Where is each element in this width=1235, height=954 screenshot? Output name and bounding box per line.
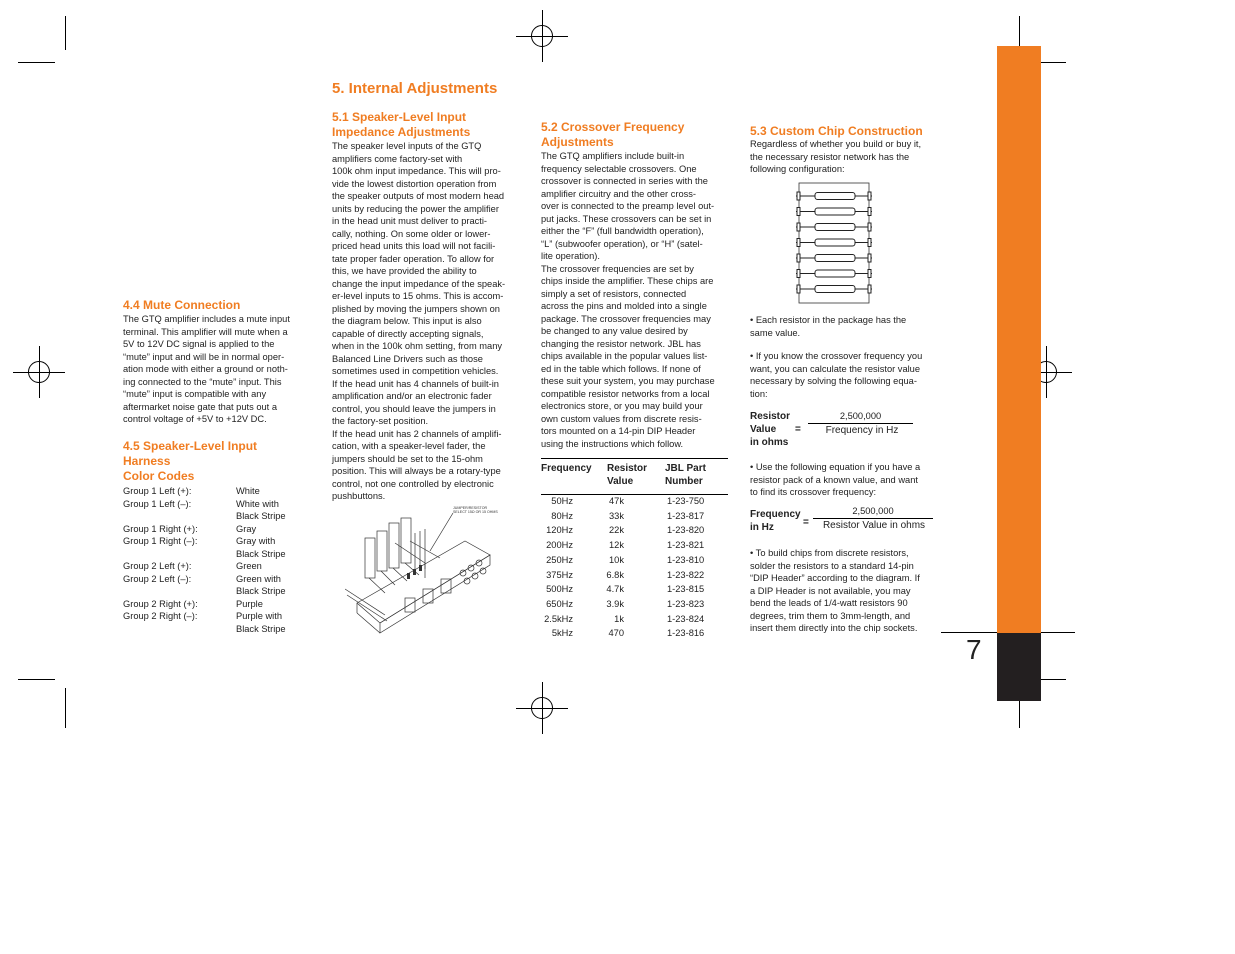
- part-number-column-header: JBL Part Number: [665, 462, 728, 495]
- page-title: 5. Internal Adjustments: [332, 80, 498, 97]
- table-row: [541, 597, 704, 612]
- resistor-cell: 3.9k: [606, 598, 624, 609]
- frequency-cell: 5kHz: [551, 628, 573, 639]
- color-code-value: White with Black Stripe: [236, 498, 286, 521]
- frequency-column-header: Frequency: [541, 462, 607, 495]
- dip-pin: [868, 254, 871, 262]
- color-code-row: [123, 535, 313, 560]
- color-code-row: [123, 523, 313, 536]
- crop-mark: [65, 688, 66, 728]
- frequency-cell: 120Hz: [546, 525, 573, 536]
- table-row: [541, 553, 704, 568]
- dip-pin: [868, 285, 871, 293]
- color-code-label: Group 1 Left (–):: [123, 498, 192, 509]
- dip-pin: [868, 270, 871, 278]
- color-code-row: [123, 598, 313, 611]
- dip-pin: [797, 208, 800, 216]
- custom-chip-heading: 5.3 Custom Chip Construction: [750, 124, 923, 138]
- harness-color-codes-list: [123, 485, 313, 635]
- jumper-diagram-label: JUMPER/RESISTOR SELECT 15Ω OR 15 OHMS: [453, 506, 498, 514]
- equation-denominator: Frequency in Hz: [825, 425, 899, 436]
- same-value-note: • Each resistor in the package has the same value.: [750, 315, 907, 338]
- amplifier-jumper-diagram: [345, 503, 495, 638]
- impedance-adjustments-heading: 5.1 Speaker-Level Input Impedance Adjustments: [332, 110, 471, 139]
- resistor-cell: 1k: [614, 613, 624, 624]
- frequency-cell: 650Hz: [546, 598, 573, 609]
- color-code-label: Group 1 Right (+):: [123, 523, 198, 534]
- color-code-value: Green with Black Stripe: [236, 573, 286, 596]
- mute-connection-heading: 4.4 Mute Connection: [123, 298, 241, 312]
- harness-color-codes-heading: 4.5 Speaker-Level Input Harness Color Codes: [123, 439, 258, 483]
- resistor-body: [815, 208, 855, 215]
- resistor-body: [815, 239, 855, 246]
- dip-pin: [868, 192, 871, 200]
- registration-mark: [28, 361, 50, 383]
- color-code-value: Green: [236, 561, 262, 571]
- equation-denominator: Resistor Value in ohms: [822, 520, 926, 531]
- color-code-label: Group 2 Right (+):: [123, 598, 198, 609]
- resistor-body: [815, 286, 855, 293]
- resistor-value-label: Resistor Value in ohms: [750, 411, 791, 448]
- color-code-value: Purple with Black Stripe: [236, 611, 286, 634]
- table-row: [541, 494, 704, 509]
- crop-mark: [18, 62, 55, 63]
- impedance-adjustments-text: The speaker level inputs of the GTQ amplifiers come factory-set with 100k ohm input impedance. This will pro- vide the lowest distortion operation from the speaker outputs of most modern head units by reducing the power the amplifier in the head unit must deliver to practi- cally, nothing. On some older or lower- priced head units this load will not facili- tate proper fader operation. To allow for this, we have provided the ability to change the input impedance of the speak- er-level inputs to 15 ohms. This is accom- plished by moving the jumpers shown on the diagram below. This input is also capable of directly accepting signals, when in the 100k ohm setting, from many Balanced Line Drivers such as those sometimes used in competition vehicles. If the head unit has 4 channels of built-in amplification and/or an electronic fader control, you should leave the jumpers in the factory-set position. If the head unit has 2 channels of amplifi- cation, with a speaker-level fader, the jumpers should be set to the 15-ohm position. This will always be a rotary-type control, not one controlled by electronic pushbuttons.: [332, 141, 506, 501]
- resistor-cell: 6.8k: [606, 569, 624, 580]
- frequency-cell: 2.5kHz: [544, 613, 573, 624]
- frequency-label: Frequency in Hz: [750, 509, 801, 533]
- dip-pin: [797, 254, 800, 262]
- table-top-rule: [541, 458, 728, 459]
- part-number-cell: 1-23-821: [667, 540, 705, 551]
- mute-connection-text: The GTQ amplifier includes a mute input terminal. This amplifier will mute when a 5V to 12V DC signal is applied to the “mute” input and will be in normal oper- ation mode with either a ground or noth- ing connected to the “mute” input. This “mute” input is compatible with any aftermarket noise gate that puts out a control voltage of +5V to +12V DC.: [123, 314, 290, 424]
- color-code-label: Group 2 Left (–):: [123, 573, 192, 584]
- equals-sign: =: [803, 517, 809, 528]
- part-number-cell: 1-23-817: [667, 510, 705, 521]
- frequency-cell: 50Hz: [551, 496, 573, 506]
- table-row: [541, 523, 704, 538]
- resistor-cell: 47k: [609, 496, 624, 506]
- table-row: [541, 626, 704, 641]
- registration-mark: [531, 697, 553, 719]
- resistor-cell: 22k: [609, 525, 624, 536]
- table-row: [541, 582, 704, 597]
- color-code-row: [123, 560, 313, 573]
- part-number-cell: 1-23-810: [667, 554, 705, 565]
- crossover-frequency-table: [541, 462, 728, 495]
- resistor-network-diagram: [795, 182, 873, 307]
- frequency-cell: 250Hz: [546, 554, 573, 565]
- resistor-cell: 12k: [609, 540, 624, 551]
- resistor-cell: 10k: [609, 554, 624, 565]
- resistor-body: [815, 224, 855, 231]
- table-row: [541, 612, 704, 627]
- dip-pin: [868, 239, 871, 247]
- resistor-equation-note: • If you know the crossover frequency you want, you can calculate the resistor value necessary by solving the following equa- tion:: [750, 351, 923, 399]
- crossover-adjustments-text: The GTQ amplifiers include built-in frequency selectable crossovers. One crossover is connected in series with the amplifier circuitry and the other cross- over is connected to the preamp level out- put jacks. These crossovers can be set in either the “F” (full bandwidth operation), “L” (subwoofer operation), or “H” (satel- lite operation). The crossover frequencies are set by chips inside the amplifier. These chips are simply a set of resistors, connected across the pins and molded into a single package. The crossover frequencies may be changed to any value desired by changing the resistor network. JBL has chips available in the popular values list- ed in the table which follows. If none of these suit your system, you may purchase compatible resistor networks from a local electronics store, or you may build your own custom values from discrete resis- tors mounted on a 14-pin DIP Header using the instructions which follow.: [541, 151, 715, 449]
- resistor-cell: 470: [608, 628, 624, 639]
- color-code-label: Group 2 Left (+):: [123, 561, 192, 571]
- equation-numerator: 2,500,000: [808, 410, 913, 424]
- color-code-value: White: [236, 486, 260, 496]
- part-number-cell: 1-23-750: [667, 496, 705, 506]
- resistor-value-column-header: Resistor Value: [607, 462, 665, 495]
- table-row: [541, 538, 704, 553]
- color-code-label: Group 2 Right (–):: [123, 611, 198, 621]
- crop-mark: [1019, 16, 1020, 50]
- crop-mark: [65, 16, 66, 50]
- color-code-value: Gray with Black Stripe: [236, 536, 286, 559]
- frequency-equation-note: • Use the following equation if you have a resistor pack of a known value, and want to find its crossover frequency:: [750, 462, 921, 497]
- color-code-row: [123, 485, 313, 498]
- equals-sign: =: [795, 424, 801, 435]
- custom-chip-intro: Regardless of whether you build or buy it, the necessary resistor network has the following configuration:: [750, 139, 922, 174]
- frequency-cell: 200Hz: [546, 540, 573, 551]
- discrete-resistor-note: • To build chips from discrete resistors, solder the resistors to a standard 14-pin “DIP Header” according to the diagram. If a DIP Header is not available, you may bend the leads of 1/4-watt resistors 90 degrees, trim them to 3mm-length, and insert them directly into the chip sockets.: [750, 548, 920, 633]
- crossover-frequency-table-body: [541, 494, 704, 641]
- resistor-body: [815, 193, 855, 200]
- resistor-cell: 33k: [609, 510, 624, 521]
- dark-side-tab: [997, 633, 1041, 701]
- table-header-row: [541, 462, 728, 495]
- registration-mark: [531, 25, 553, 47]
- part-number-cell: 1-23-824: [667, 613, 705, 624]
- part-number-cell: 1-23-822: [667, 569, 705, 580]
- resistor-cell: 4.7k: [606, 584, 624, 595]
- crossover-adjustments-heading: 5.2 Crossover Frequency Adjustments: [541, 120, 685, 149]
- dip-pin: [797, 239, 800, 247]
- orange-side-tab: [997, 46, 1041, 633]
- dip-pin: [797, 192, 800, 200]
- page-number: 7: [966, 634, 982, 665]
- color-code-value: Gray: [236, 523, 257, 534]
- color-code-label: Group 1 Left (+):: [123, 486, 192, 496]
- part-number-cell: 1-23-815: [667, 584, 705, 595]
- resistor-body: [815, 255, 855, 262]
- part-number-cell: 1-23-823: [667, 598, 705, 609]
- frequency-cell: 80Hz: [551, 510, 573, 521]
- dip-pin: [868, 223, 871, 231]
- dip-pin: [868, 208, 871, 216]
- color-code-row: [123, 498, 313, 523]
- table-row: [541, 568, 704, 583]
- table-row: [541, 509, 704, 524]
- frequency-cell: 375Hz: [546, 569, 573, 580]
- part-number-cell: 1-23-816: [667, 628, 705, 639]
- color-code-row: [123, 573, 313, 598]
- dip-pin: [797, 270, 800, 278]
- resistor-body: [815, 270, 855, 277]
- part-number-cell: 1-23-820: [667, 525, 705, 536]
- frequency-cell: 500Hz: [546, 584, 573, 595]
- color-code-value: Purple: [236, 598, 263, 609]
- color-code-label: Group 1 Right (–):: [123, 536, 198, 546]
- color-code-row: [123, 610, 313, 635]
- crop-mark: [18, 679, 55, 680]
- dip-pin: [797, 223, 800, 231]
- dip-pin: [797, 285, 800, 293]
- equation-numerator: 2,500,000: [813, 505, 933, 519]
